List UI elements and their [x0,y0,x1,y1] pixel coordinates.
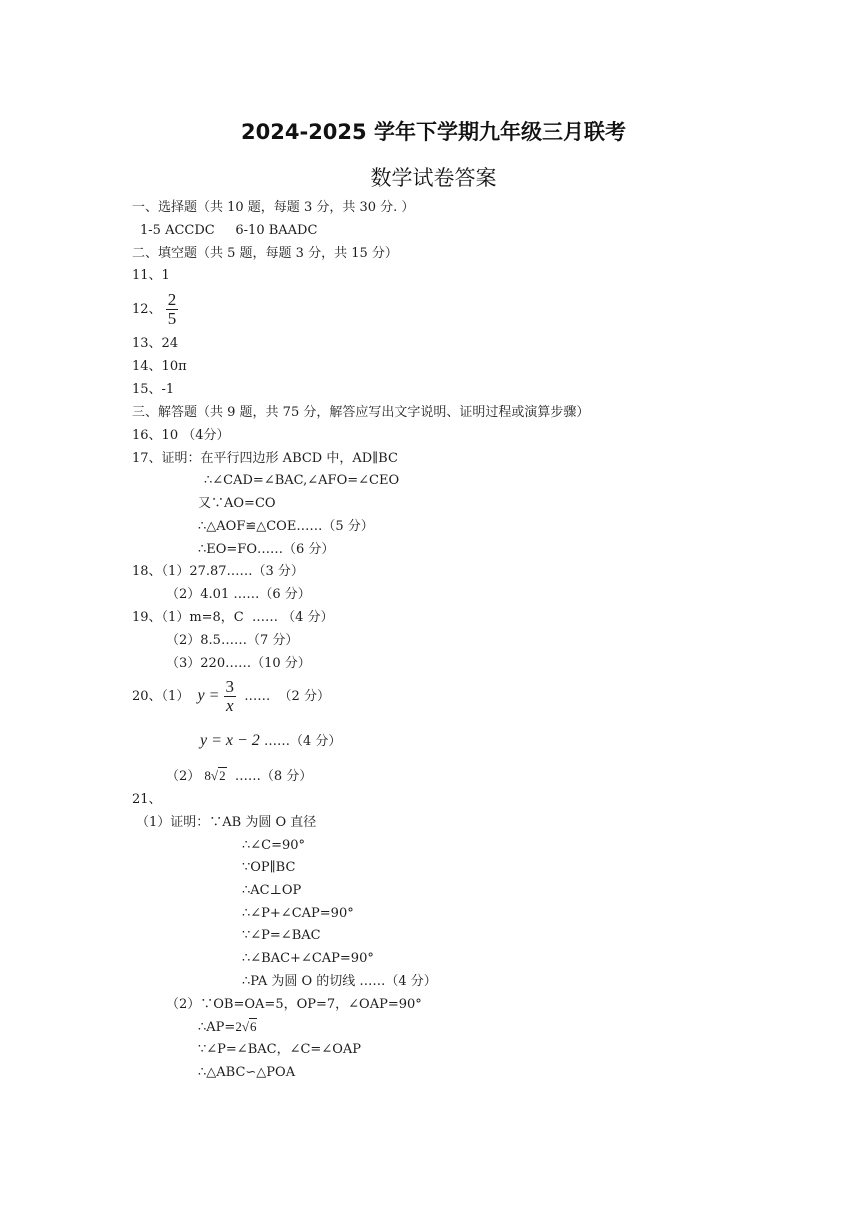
answer-15: 15、-1 [132,382,175,397]
section3-heading: 三、解答题（共 9 题，共 75 分，解答应写出文字说明、证明过程或演算步骤） [132,405,590,420]
answer-11: 11、1 [132,268,170,283]
answer-13: 13、24 [132,336,179,351]
answer-17-line: 17、证明：在平行四边形 ABCD 中，AD∥BC [132,451,398,466]
answer-20-label: 20、（1） [132,689,190,704]
answer-21-line: ∴∠P+∠CAP=90° [242,906,354,921]
answer-21-line: ∴AC⊥OP [242,883,302,898]
answer-21-line: ∴PA 为圆 O 的切线 ……（4 分） [242,974,437,989]
answer-21-label: 21、 [132,792,162,807]
answer-17-line: ∴EO=FO……（6 分） [198,542,335,557]
answer-21-line: ∴△ABC∽△POA [198,1065,296,1080]
answer-20-eq1-denominator: x [225,696,234,715]
answer-20-part2 [166,767,312,786]
answer-20-eq2-score: ……（4 分） [263,734,342,749]
answer-20-radical-coef: 8 [204,768,211,783]
answer-21-line: ∵∠P=∠BAC，∠C=∠OAP [198,1042,362,1057]
answer-21-line: （1）证明：∵AB 为圆 O 直径 [136,815,317,830]
answer-12-denominator: 5 [167,309,177,328]
answer-21-line: （2）∵OB=OA=5，OP=7，∠OAP=90° [166,997,422,1012]
answer-21-line: ∵∠P=∠BAC [242,928,321,943]
section1-answers: 1-5 ACCDC 6-10 BAADC [140,223,318,238]
section2-heading: 二、填空题（共 5 题，每题 3 分，共 15 分） [132,246,398,261]
answer-19-line: 19、（1）m=8，C …… （4 分） [132,610,334,625]
page-subtitle: 数学试卷答案 [370,166,497,190]
answer-20-eq2: y = x − 2 [200,732,260,749]
answer-21-line: ∴∠C=90° [242,838,306,853]
answer-17-line: ∴△AOF≌△COE……（5 分） [198,519,374,534]
answer-20-eq1-numerator: 3 [225,677,235,696]
answer-20-eq2-row [200,732,341,751]
answer-12-numerator: 2 [167,290,177,309]
answer-21-ap-coef: 2 [235,1019,242,1034]
answer-16: 16、10 （4分） [132,428,230,443]
answer-20-eq1-fraction [224,678,237,715]
answer-20-radical: 8√2 [204,768,226,783]
answer-19-line: （3）220……（10 分） [166,656,311,671]
answer-14: 14、10π [132,359,187,374]
answer-18-line: （2）4.01 ……（6 分） [166,587,311,602]
answer-12 [132,290,178,330]
answer-12-fraction [166,291,179,328]
answer-21-ap-radical-value: 6 [249,1019,257,1034]
answer-17-line: 又∵AO=CO [198,496,276,511]
answer-12-label: 12、 [132,302,162,317]
answer-21-ap-radical: 2√6 [235,1019,257,1034]
answer-20-eq1-lhs: y = [197,687,220,704]
answer-21-ap-label: ∴AP= [198,1020,236,1035]
answer-19-line: （2）8.5……（7 分） [166,633,299,648]
answer-20-radical-value: 2 [219,768,226,783]
answer-20-part2-label: （2） [166,769,201,784]
answer-20-part1 [132,676,330,717]
answer-21-line: ∵OP∥BC [242,860,296,875]
answer-21-ap-row [198,1018,257,1037]
answer-17-line: ∴∠CAD=∠BAC,∠AFO=∠CEO [204,473,400,488]
answer-21-line: ∴∠BAC+∠CAP=90° [242,951,374,966]
section1-heading: 一、选择题（共 10 题，每题 3 分，共 30 分. ） [132,200,415,215]
answer-18-line: 18、（1）27.87……（3 分） [132,564,304,579]
answer-20-eq1-score: …… （2 分） [240,689,330,704]
answer-20-part2-score: ……（8 分） [230,769,313,784]
page-title: 2024-2025 学年下学期九年级三月联考 [241,120,626,144]
